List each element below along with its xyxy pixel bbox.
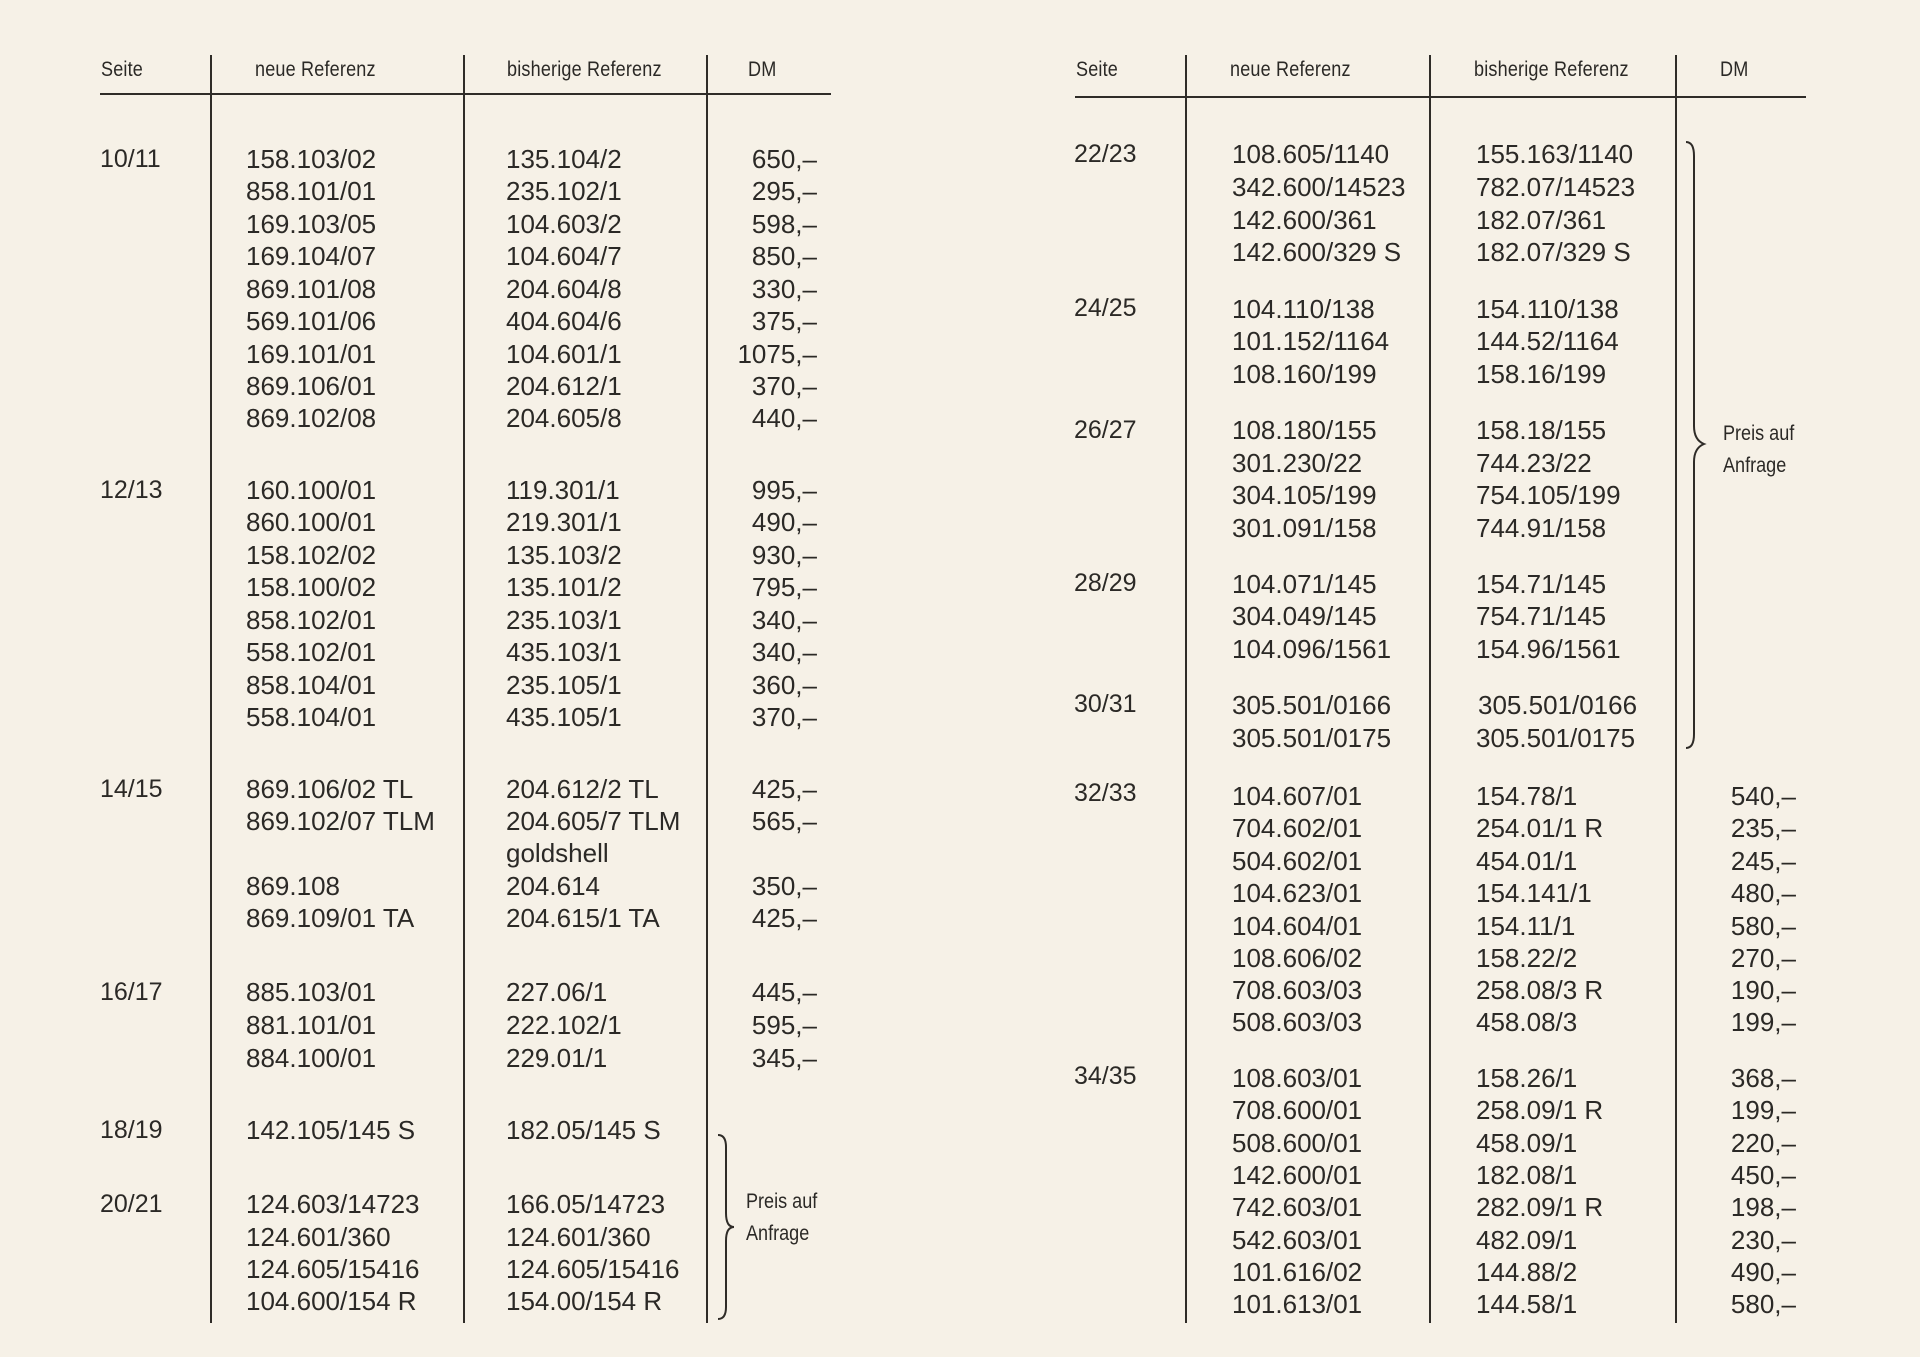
neue-cell: 569.101/06 — [246, 306, 377, 336]
dm-cell: 360,– — [751, 670, 817, 700]
neue-cell: 885.103/01 — [246, 977, 377, 1007]
left-brace-icon — [710, 1133, 736, 1321]
neue-cell: 104.623/01 — [1232, 878, 1363, 908]
bisherige-cell: 204.605/8 — [506, 403, 622, 433]
left-note-line2: Anfrage — [746, 1222, 810, 1245]
bisherige-cell: 254.01/1 R — [1476, 813, 1604, 843]
bisherige-cell: 204.605/7 TLM — [506, 806, 681, 836]
bisherige-cell: 258.08/3 R — [1476, 975, 1604, 1005]
neue-cell: 558.104/01 — [246, 702, 377, 732]
seite-cell: 10/11 — [100, 145, 161, 173]
neue-cell: 869.109/01 TA — [246, 903, 415, 933]
neue-cell: 869.101/08 — [246, 274, 377, 304]
right-col-divider-2 — [1429, 55, 1431, 1323]
neue-cell: 304.105/199 — [1232, 480, 1377, 510]
right-header-neue: neue Referenz — [1230, 58, 1351, 81]
bisherige-cell: 144.88/2 — [1476, 1257, 1578, 1287]
neue-cell: 142.600/01 — [1232, 1160, 1363, 1190]
dm-cell: 995,– — [751, 475, 817, 505]
neue-cell: 869.102/07 TLM — [246, 806, 435, 836]
neue-cell: 869.106/01 — [246, 371, 377, 401]
neue-cell: 108.180/155 — [1232, 415, 1377, 445]
neue-cell: 558.102/01 — [246, 637, 377, 667]
neue-cell: 301.091/158 — [1232, 513, 1377, 543]
neue-cell: 704.602/01 — [1232, 813, 1363, 843]
dm-cell: 490,– — [751, 507, 817, 537]
bisherige-cell: 204.612/2 TL — [506, 774, 659, 804]
dm-cell: 345,– — [751, 1043, 817, 1073]
neue-cell: 858.102/01 — [246, 605, 377, 635]
neue-cell: 101.613/01 — [1232, 1289, 1363, 1319]
left-header-seite: Seite — [101, 58, 144, 81]
neue-cell: 742.603/01 — [1232, 1192, 1363, 1222]
dm-cell: 850,– — [751, 241, 817, 271]
dm-cell: 650,– — [751, 144, 817, 174]
bisherige-cell: 158.16/199 — [1476, 359, 1607, 389]
neue-cell: 860.100/01 — [246, 507, 377, 537]
bisherige-cell: 782.07/14523 — [1476, 172, 1636, 202]
bisherige-cell: 144.58/1 — [1476, 1289, 1578, 1319]
bisherige-cell: 435.105/1 — [506, 702, 622, 732]
bisherige-cell: 458.09/1 — [1476, 1128, 1578, 1158]
dm-cell: 425,– — [751, 903, 817, 933]
dm-cell: 368,– — [1730, 1063, 1796, 1093]
bisherige-cell: 222.102/1 — [506, 1010, 622, 1040]
left-col-divider-1 — [210, 55, 212, 1323]
dm-cell: 440,– — [751, 403, 817, 433]
neue-cell: 142.600/361 — [1232, 205, 1377, 235]
bisherige-cell: 227.06/1 — [506, 977, 608, 1007]
bisherige-cell: 219.301/1 — [506, 507, 622, 537]
bisherige-cell: 154.00/154 R — [506, 1286, 663, 1316]
bisherige-cell: 754.71/145 — [1476, 601, 1607, 631]
bisherige-cell: 144.52/1164 — [1476, 326, 1619, 356]
bisherige-cell: 124.605/15416 — [506, 1254, 680, 1284]
bisherige-cell: 154.96/1561 — [1476, 634, 1621, 664]
dm-cell: 199,– — [1730, 1095, 1796, 1125]
neue-cell: 708.600/01 — [1232, 1095, 1363, 1125]
neue-cell: 142.600/329 S — [1232, 237, 1402, 267]
bisherige-cell: 204.604/8 — [506, 274, 622, 304]
bisherige-cell: 104.603/2 — [506, 209, 622, 239]
dm-cell: 198,– — [1730, 1192, 1796, 1222]
neue-cell: 160.100/01 — [246, 475, 377, 505]
neue-cell: 869.106/02 TL — [246, 774, 414, 804]
seite-cell: 34/35 — [1074, 1062, 1137, 1090]
neue-cell: 342.600/14523 — [1232, 172, 1406, 202]
dm-cell: 480,– — [1730, 878, 1796, 908]
dm-cell: 598,– — [751, 209, 817, 239]
neue-cell: 881.101/01 — [246, 1010, 377, 1040]
bisherige-cell: 458.08/3 — [1476, 1007, 1578, 1037]
right-note-line2: Anfrage — [1723, 454, 1787, 477]
neue-cell: 104.600/154 R — [246, 1286, 417, 1316]
neue-cell: 158.103/02 — [246, 144, 377, 174]
bisherige-cell: 154.11/1 — [1476, 911, 1576, 941]
dm-cell: 795,– — [751, 572, 817, 602]
bisherige-cell: 135.104/2 — [506, 144, 622, 174]
bisherige-cell: 135.101/2 — [506, 572, 622, 602]
bisherige-cell: 124.601/360 — [506, 1222, 651, 1252]
neue-cell: 158.102/02 — [246, 540, 377, 570]
neue-cell: 169.104/07 — [246, 241, 377, 271]
right-col-divider-3 — [1675, 55, 1677, 1323]
neue-cell: 508.603/03 — [1232, 1007, 1363, 1037]
neue-cell: 108.605/1140 — [1232, 139, 1390, 169]
dm-cell: 370,– — [751, 702, 817, 732]
seite-cell: 18/19 — [100, 1116, 163, 1144]
bisherige-cell: 229.01/1 — [506, 1043, 608, 1073]
dm-cell: 295,– — [751, 176, 817, 206]
dm-cell: 450,– — [1730, 1160, 1796, 1190]
bisherige-cell: 235.103/1 — [506, 605, 622, 635]
bisherige-cell: 154.110/138 — [1476, 294, 1619, 324]
bisherige-cell: 104.601/1 — [506, 339, 622, 369]
bisherige-cell: 182.08/1 — [1476, 1160, 1578, 1190]
bisherige-cell: 754.105/199 — [1476, 480, 1621, 510]
neue-cell: 304.049/145 — [1232, 601, 1377, 631]
right-brace-icon — [1680, 140, 1708, 752]
dm-cell: 375,– — [751, 306, 817, 336]
bisherige-cell: 454.01/1 — [1476, 846, 1578, 876]
dm-cell: 565,– — [751, 806, 817, 836]
seite-cell: 32/33 — [1074, 779, 1137, 807]
neue-cell: 305.501/0175 — [1232, 723, 1392, 753]
dm-cell: 235,– — [1730, 813, 1796, 843]
neue-cell: 124.601/360 — [246, 1222, 391, 1252]
bisherige-cell: 166.05/14723 — [506, 1189, 666, 1219]
right-header-seite: Seite — [1076, 58, 1119, 81]
bisherige-cell: 135.103/2 — [506, 540, 622, 570]
seite-cell: 14/15 — [100, 775, 163, 803]
bisherige-cell: 282.09/1 R — [1476, 1192, 1604, 1222]
bisherige-cell: 482.09/1 — [1476, 1225, 1578, 1255]
left-header-dm: DM — [748, 58, 777, 81]
neue-cell: 108.606/02 — [1232, 943, 1363, 973]
neue-cell: 504.602/01 — [1232, 846, 1363, 876]
right-note-line1: Preis auf — [1723, 422, 1795, 445]
left-col-divider-3 — [706, 55, 708, 1323]
bisherige-cell: 404.604/6 — [506, 306, 622, 336]
neue-cell: 104.071/145 — [1232, 569, 1377, 599]
dm-cell: 595,– — [751, 1010, 817, 1040]
dm-cell: 580,– — [1730, 1289, 1796, 1319]
neue-cell: 305.501/0166 — [1232, 690, 1392, 720]
bisherige-cell: goldshell — [506, 838, 609, 868]
left-note-line1: Preis auf — [746, 1190, 818, 1213]
bisherige-cell: 158.18/155 — [1476, 415, 1607, 445]
seite-cell: 28/29 — [1074, 569, 1137, 597]
neue-cell: 101.152/1164 — [1232, 326, 1390, 356]
dm-cell: 540,– — [1730, 781, 1796, 811]
dm-cell: 425,– — [751, 774, 817, 804]
seite-cell: 20/21 — [100, 1190, 163, 1218]
neue-cell: 301.230/22 — [1232, 448, 1363, 478]
bisherige-cell: 158.22/2 — [1476, 943, 1578, 973]
neue-cell: 158.100/02 — [246, 572, 377, 602]
seite-cell: 26/27 — [1074, 416, 1137, 444]
dm-cell: 230,– — [1730, 1225, 1796, 1255]
seite-cell: 16/17 — [100, 978, 163, 1006]
left-header-neue: neue Referenz — [255, 58, 376, 81]
neue-cell: 169.103/05 — [246, 209, 377, 239]
bisherige-cell: 104.604/7 — [506, 241, 622, 271]
bisherige-cell: 744.23/22 — [1476, 448, 1592, 478]
bisherige-cell: 744.91/158 — [1476, 513, 1607, 543]
seite-cell: 24/25 — [1074, 294, 1137, 322]
right-header-bisherige: bisherige Referenz — [1474, 58, 1629, 81]
neue-cell: 124.603/14723 — [246, 1189, 420, 1219]
dm-cell: 340,– — [751, 605, 817, 635]
neue-cell: 542.603/01 — [1232, 1225, 1363, 1255]
bisherige-cell: 305.501/0175 — [1476, 723, 1636, 753]
bisherige-cell: 154.71/145 — [1476, 569, 1607, 599]
bisherige-cell: 235.105/1 — [506, 670, 622, 700]
bisherige-cell: 258.09/1 R — [1476, 1095, 1604, 1125]
dm-cell: 340,– — [751, 637, 817, 667]
neue-cell: 104.607/01 — [1232, 781, 1363, 811]
bisherige-cell: 235.102/1 — [506, 176, 622, 206]
bisherige-cell: 305.501/0166 — [1478, 690, 1638, 720]
neue-cell: 142.105/145 S — [246, 1115, 416, 1145]
neue-cell: 869.108 — [246, 871, 340, 901]
neue-cell: 124.605/15416 — [246, 1254, 420, 1284]
dm-cell: 580,– — [1730, 911, 1796, 941]
seite-cell: 12/13 — [100, 476, 163, 504]
seite-cell: 30/31 — [1074, 690, 1137, 718]
dm-cell: 190,– — [1730, 975, 1796, 1005]
bisherige-cell: 182.07/361 — [1476, 205, 1607, 235]
neue-cell: 108.160/199 — [1232, 359, 1377, 389]
bisherige-cell: 155.163/1140 — [1476, 139, 1634, 169]
neue-cell: 104.604/01 — [1232, 911, 1363, 941]
bisherige-cell: 158.26/1 — [1476, 1063, 1578, 1093]
neue-cell: 884.100/01 — [246, 1043, 377, 1073]
neue-cell: 104.096/1561 — [1232, 634, 1392, 664]
seite-cell: 22/23 — [1074, 140, 1137, 168]
bisherige-cell: 204.615/1 TA — [506, 903, 660, 933]
dm-cell: 1075,– — [737, 339, 817, 369]
bisherige-cell: 154.141/1 — [1476, 878, 1592, 908]
bisherige-cell: 182.07/329 S — [1476, 237, 1631, 267]
neue-cell: 708.603/03 — [1232, 975, 1363, 1005]
left-col-divider-2 — [463, 55, 465, 1323]
bisherige-cell: 435.103/1 — [506, 637, 622, 667]
neue-cell: 104.110/138 — [1232, 294, 1375, 324]
neue-cell: 858.104/01 — [246, 670, 377, 700]
dm-cell: 330,– — [751, 274, 817, 304]
dm-cell: 199,– — [1730, 1007, 1796, 1037]
dm-cell: 445,– — [751, 977, 817, 1007]
dm-cell: 370,– — [751, 371, 817, 401]
dm-cell: 350,– — [751, 871, 817, 901]
bisherige-cell: 154.78/1 — [1476, 781, 1578, 811]
bisherige-cell: 119.301/1 — [506, 475, 620, 505]
right-col-divider-1 — [1185, 55, 1187, 1323]
neue-cell: 101.616/02 — [1232, 1257, 1363, 1287]
bisherige-cell: 204.614 — [506, 871, 600, 901]
neue-cell: 508.600/01 — [1232, 1128, 1363, 1158]
dm-cell: 220,– — [1730, 1128, 1796, 1158]
dm-cell: 490,– — [1730, 1257, 1796, 1287]
dm-cell: 270,– — [1730, 943, 1796, 973]
neue-cell: 869.102/08 — [246, 403, 377, 433]
left-header-bisherige: bisherige Referenz — [507, 58, 662, 81]
right-header-dm: DM — [1720, 58, 1749, 81]
neue-cell: 858.101/01 — [246, 176, 377, 206]
bisherige-cell: 204.612/1 — [506, 371, 622, 401]
bisherige-cell: 182.05/145 S — [506, 1115, 661, 1145]
neue-cell: 108.603/01 — [1232, 1063, 1363, 1093]
dm-cell: 245,– — [1730, 846, 1796, 876]
neue-cell: 169.101/01 — [246, 339, 377, 369]
dm-cell: 930,– — [751, 540, 817, 570]
